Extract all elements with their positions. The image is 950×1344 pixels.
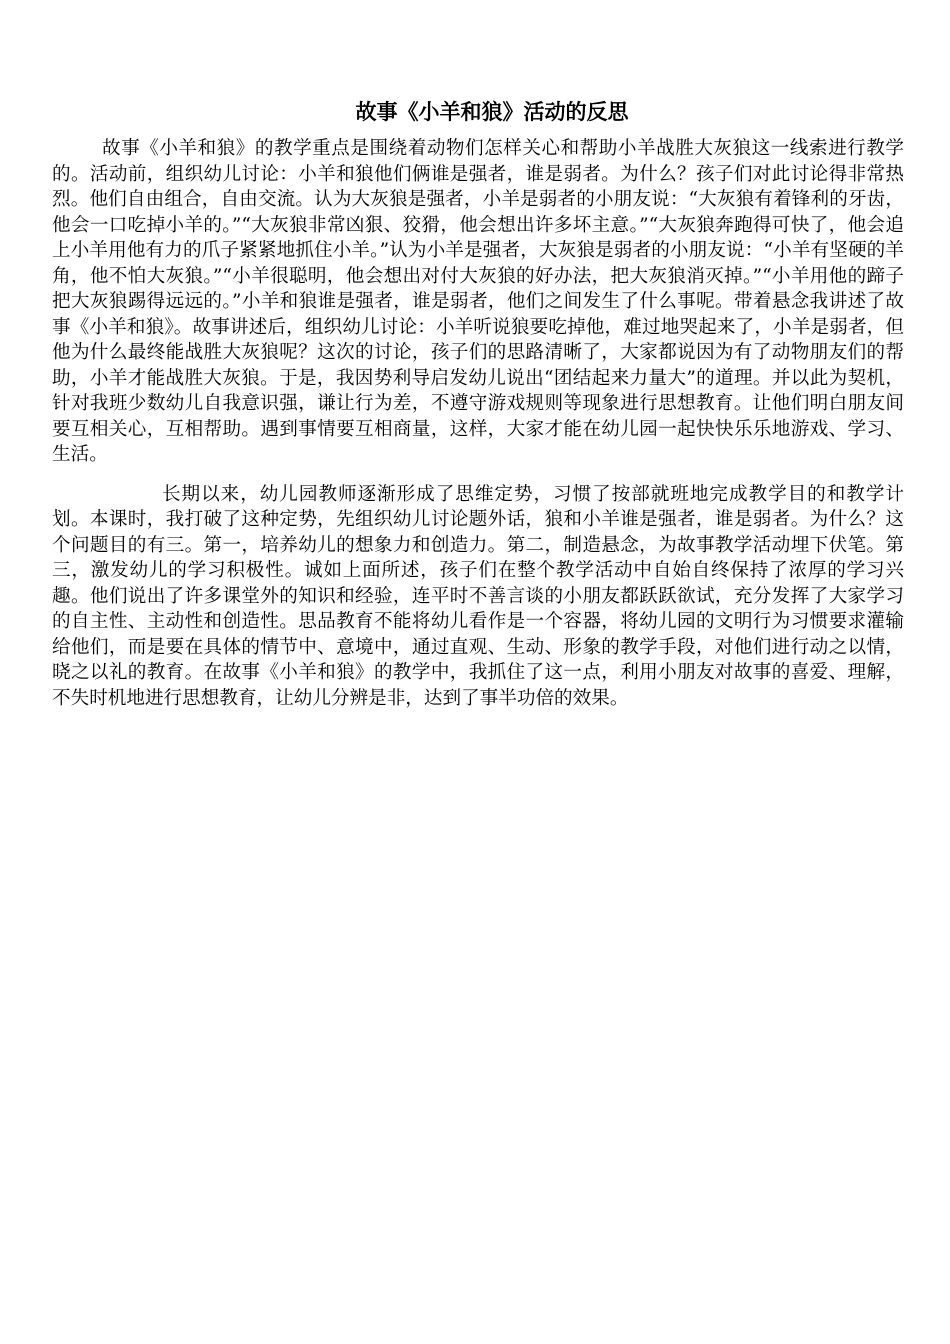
paragraph-2: 长期以来，幼儿园教师逐渐形成了思维定势，习惯了按部就班地完成教学目的和教学计划。本课时，我打破了这种定势，先组织幼儿讨论题外话，狼和小羊谁是强者，谁是弱者。为什么？这个问题目的有三。第一，培养幼儿的想象力和创造力。第二，制造悬念，为故事教学活动埋下伏笔。第三，激发幼儿的学习积极性。诚如上面所述，孩子们在整个教学活动中自始自终保持了浓厚的学习兴趣。他们说出了许多课堂外的知识和经验，连平时不善言谈的小朋友都跃跃欲试，充分发挥了大家学习的自主性、主动性和创造性。思品教育不能将幼儿看作是一个容器，将幼儿园的文明行为习惯要求灌输给他们，而是要在具体的情节中、意境中，通过直观、生动、形象的教学手段，对他们进行动之以情，晓之以礼的教育。在故事《小羊和狼》的教学中，我抓住了这一点，利用小朋友对故事的喜爱、理解，不失时机地进行思想教育，让幼儿分辨是非，达到了事半功倍的效果。 (52, 483, 904, 709)
document-title: 故事《小羊和狼》活动的反思 (355, 100, 629, 124)
document-page (52, 98, 904, 711)
paragraph-1: 故事《小羊和狼》的教学重点是围绕着动物们怎样关心和帮助小羊战胜大灰狼这一线索进行教学的。活动前，组织幼儿讨论：小羊和狼他们俩谁是强者，谁是弱者。为什么？孩子们对此讨论得非常热烈。他们自由组合，自由交流。认为大灰狼是强者，小羊是弱者的小朋友说：“大灰狼有着锋利的牙齿，他会一口吃掉小羊的。”“大灰狼非常凶狠、狡猾，他会想出许多坏主意。”“大灰狼奔跑得可快了，他会追上小羊用他有力的爪子紧紧地抓住小羊。”认为小羊是强者，大灰狼是弱者的小朋友说：“小羊有坚硬的羊角，他不怕大灰狼。”“小羊很聪明，他会想出对付大灰狼的好办法，把大灰狼消灭掉。”“小羊用他的蹄子把大灰狼踢得远远的。”小羊和狼谁是强者，谁是弱者，他们之间发生了什么事呢。带着悬念我讲述了故事《小羊和狼》。故事讲述后，组织幼儿讨论：小羊听说狼要吃掉他，难过地哭起来了，小羊是弱者，但他为什么最终能战胜大灰狼呢？这次的讨论，孩子们的思路清晰了，大家都说因为有了动物朋友们的帮助，小羊才能战胜大灰狼。于是，我因势利导启发幼儿说出“团结起来力量大”的道理。并以此为契机，针对我班少数幼儿自我意识强，谦让行为差，不遵守游戏规则等现象进行思想教育。让他们明白朋友间要互相关心，互相帮助。遇到事情要互相商量，这样，大家才能在幼儿园一起快快乐乐地游戏、学习、生活。 (52, 138, 904, 465)
